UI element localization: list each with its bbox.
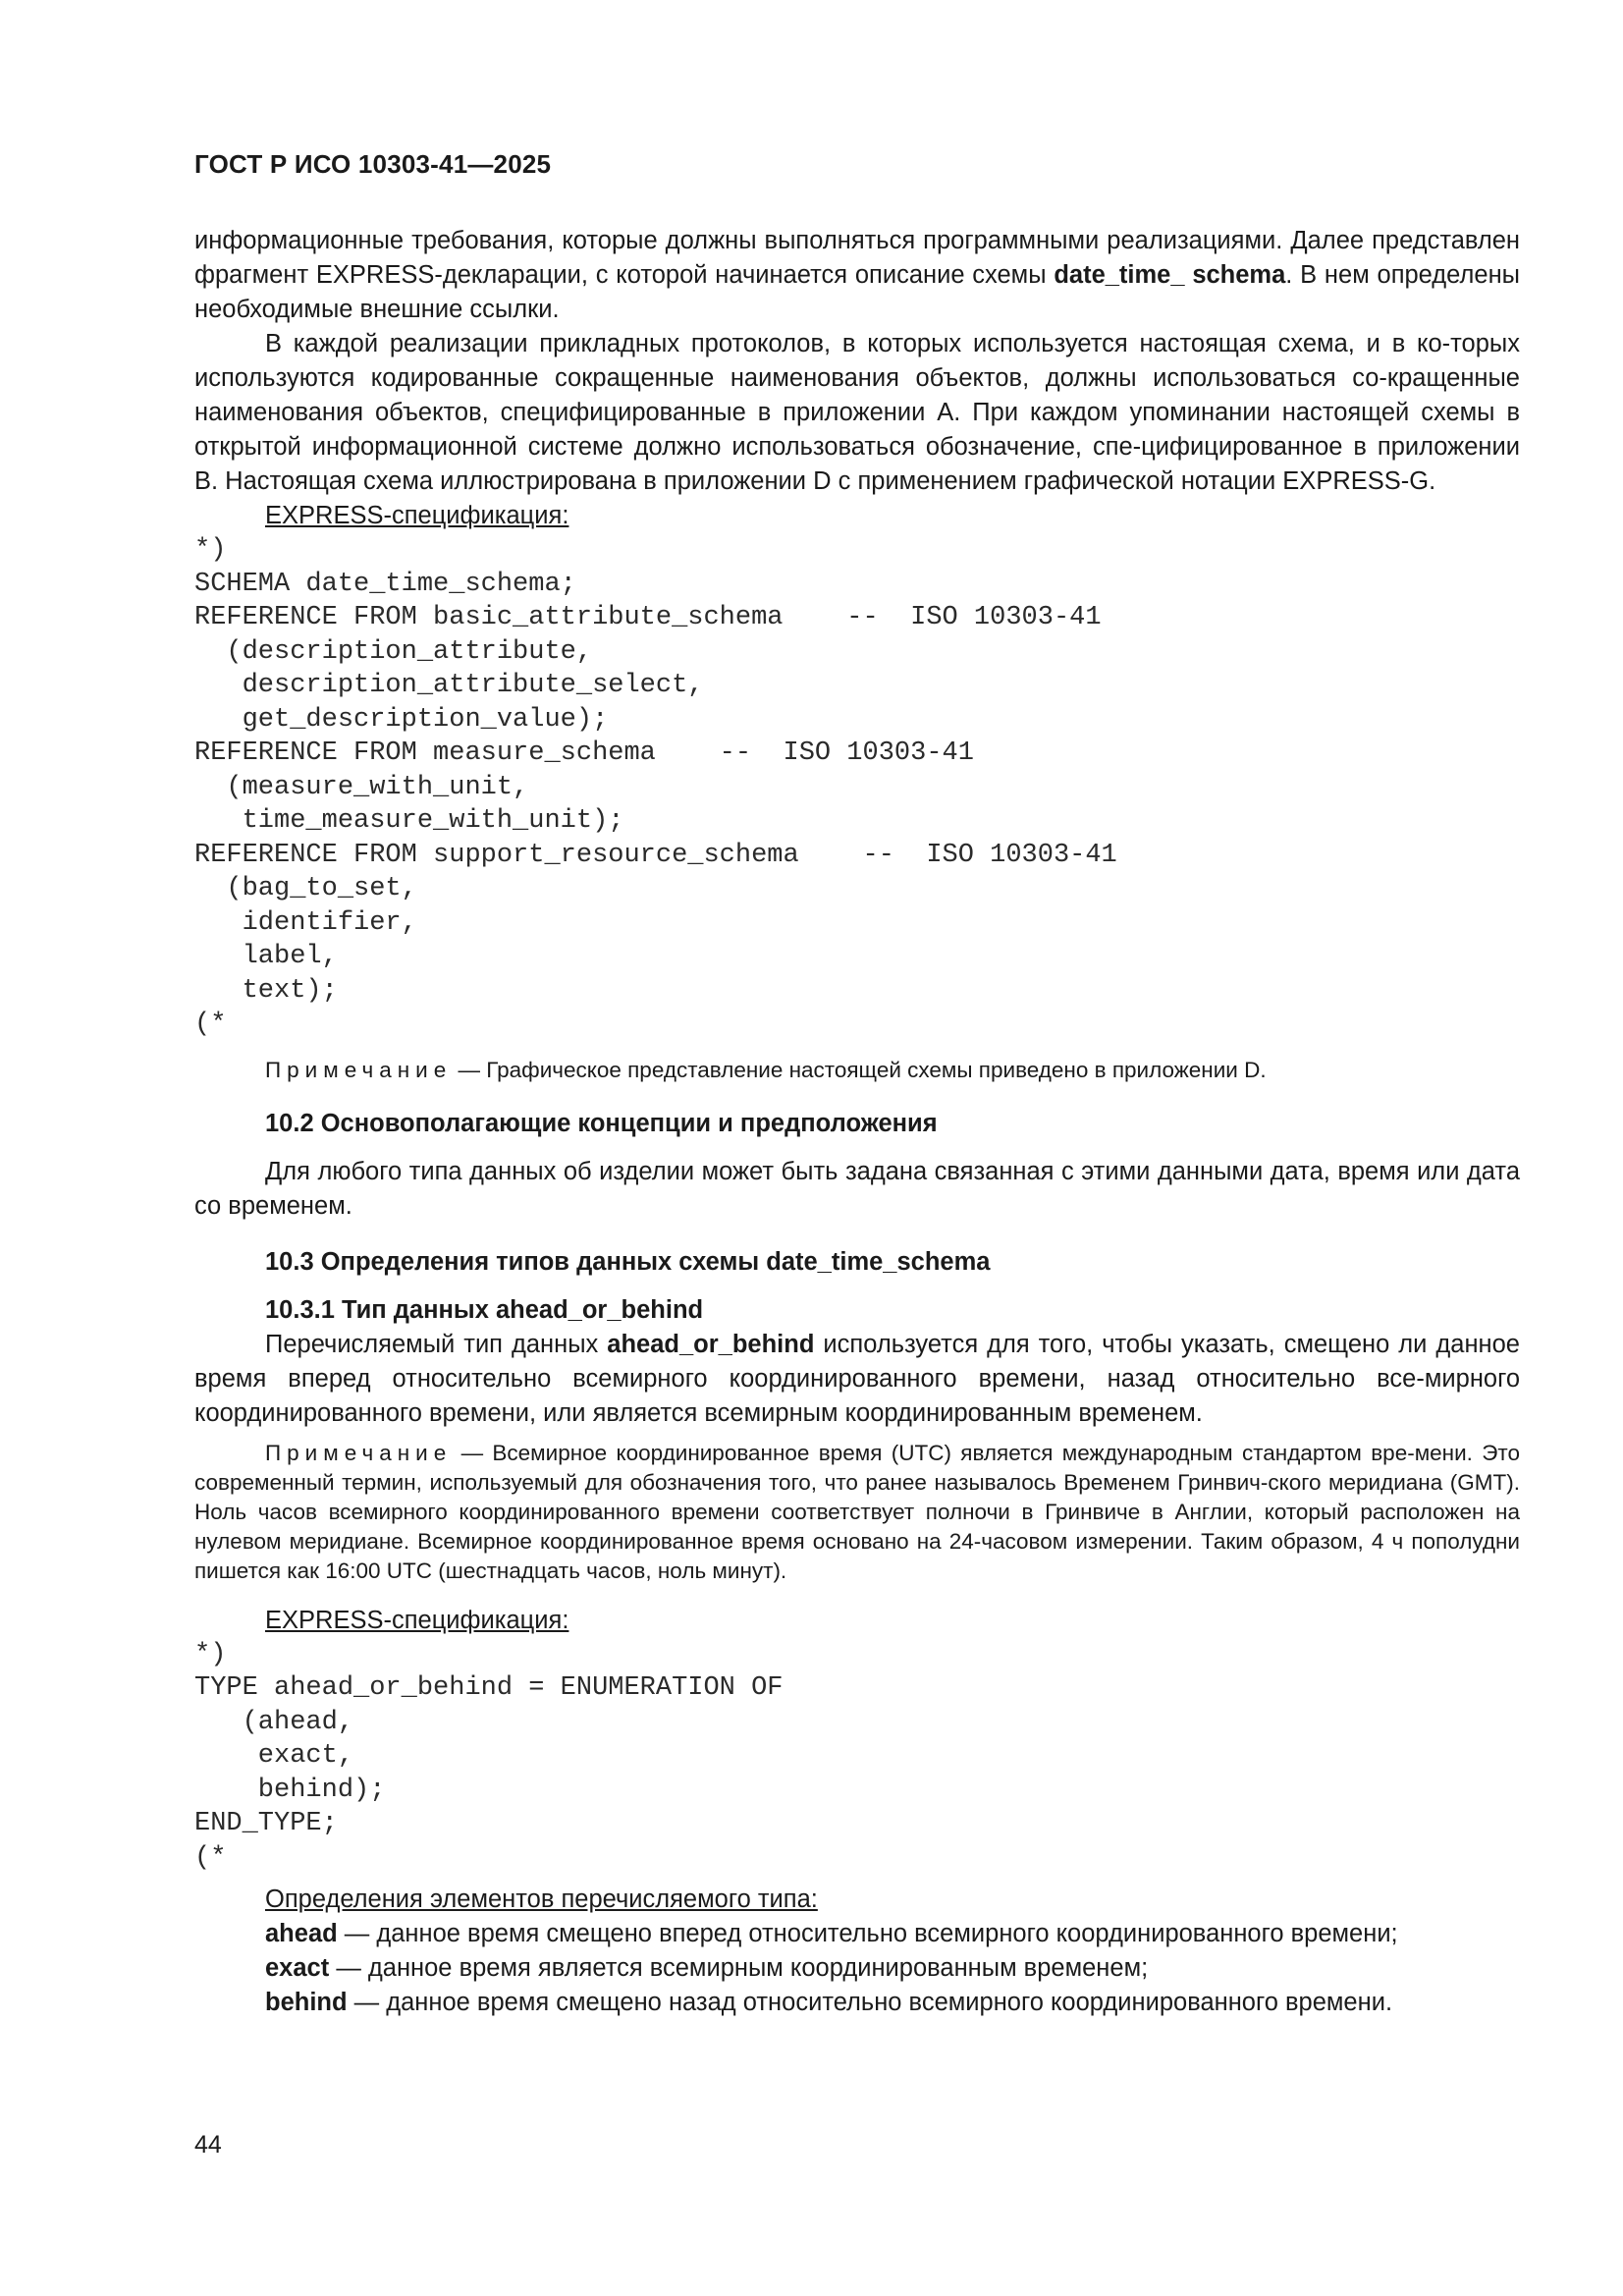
note-text: — Графическое представление настоящей схемы приведено в приложении D. xyxy=(452,1057,1267,1082)
enum-definitions-label: Определения элементов перечисляемого типа: xyxy=(265,1886,818,1913)
enum-item xyxy=(265,1986,1520,2020)
note-utc xyxy=(194,1439,1520,1586)
schema-name: date_time_ schema xyxy=(1054,261,1286,289)
enum-item xyxy=(265,1951,1520,1986)
enum-desc: — данное время является всемирным координированным временем; xyxy=(329,1954,1149,1982)
note-label: Примечание xyxy=(265,1440,453,1465)
enum-term: exact xyxy=(265,1954,330,1982)
code-block-type: *) TYPE ahead_or_behind = ENUMERATION OF (ahead, exact, behind); END_TYPE; (* xyxy=(194,1639,784,1873)
type-text-b: используется для того, чтобы указать, смещено ли данное время вперед относительно всемирного координированного времени, назад относительно все-мирного координированного времени, или является всемирным координированным временем. xyxy=(194,1330,1520,1427)
section-heading-10-2: 10.2 Основополагающие концепции и предположения xyxy=(265,1109,938,1137)
express-spec-label: EXPRESS-спецификация: xyxy=(265,1606,569,1634)
code-block-schema: *) SCHEMA date_time_schema; REFERENCE FROM basic_attribute_schema -- ISO 10303-41 (description_attribute, description_attribute_select, get_description_value); REFERENCE FROM measure_schema -- ISO 10303-41 (measure_with_unit, time_measure_with_unit); REFERENCE FROM support_resource_schema -- ISO 10303-41 (bag_to_set, identifier, label, text); (* xyxy=(194,535,1117,1039)
enum-item xyxy=(265,1917,1520,1951)
enum-term: ahead xyxy=(265,1920,338,1947)
enum-desc: — данное время смещено назад относительно всемирного координированного времени. xyxy=(347,1989,1393,2016)
document-body xyxy=(194,224,1520,2020)
enum-definitions xyxy=(265,1883,1520,2020)
enum-desc: — данное время смещено вперед относительно всемирного координированного времени; xyxy=(337,1920,1398,1947)
paragraph-intro xyxy=(194,224,1520,327)
note-label: Примечание xyxy=(265,1057,453,1082)
page-number: 44 xyxy=(194,2131,222,2159)
section-heading-10-3-1: 10.3.1 Тип данных ahead_or_behind xyxy=(265,1295,704,1324)
section-text-10-3-1 xyxy=(194,1328,1520,1431)
note-graphic xyxy=(194,1056,1520,1085)
section-heading-10-3: 10.3 Определения типов данных схемы date_time_schema xyxy=(265,1247,991,1276)
document-header: ГОСТ Р ИСО 10303-41—2025 xyxy=(194,149,552,179)
express-spec-label: EXPRESS-спецификация: xyxy=(265,502,569,529)
paragraph-implementation: В каждой реализации прикладных протоколов, в которых используется настоящая схема, и в ко-торых используются кодированные сокращенные наименования объектов, должны использоваться со-кращенные наименования объектов, специфицированные в приложении А. При каждом упоминании настоящей схемы в открытой информационной системе должно использоваться обозначение, спе-цифицированное в приложении В. Настоящая схема иллюстрирована в приложении D с применением графической нотации EXPRESS-G. xyxy=(194,330,1520,495)
enum-term: behind xyxy=(265,1989,348,2016)
type-text-a: Перечисляемый тип данных xyxy=(265,1330,608,1358)
intro-text-a: информационные требования, которые должны выполняться программными реализациями. Далее представлен фрагмент EXPRESS-декларации, с которой начинается описание схемы xyxy=(194,227,1520,289)
note-text: — Всемирное координированное время (UTC) является международным стандартом вре-мени. Это современный термин, используемый для обозначения того, что ранее называлось Временем Гринвич-ского меридиана (GMT). Ноль часов всемирного координированного времени соответствует полночи в Гринвиче в Англии, который расположен на нулевом меридиане. Всемирное координированное время основано на 24-часовом измерении. Таким образом, 4 ч пополудни пишется как 16:00 UTC (шестнадцать часов, ноль минут). xyxy=(194,1440,1520,1583)
type-name: ahead_or_behind xyxy=(607,1330,815,1358)
section-text-10-2: Для любого типа данных об изделии может быть задана связанная с этими данными дата, время или дата со временем. xyxy=(194,1157,1520,1220)
intro-text-b: . В нем определены необходимые внешние ссылки. xyxy=(194,261,1520,323)
